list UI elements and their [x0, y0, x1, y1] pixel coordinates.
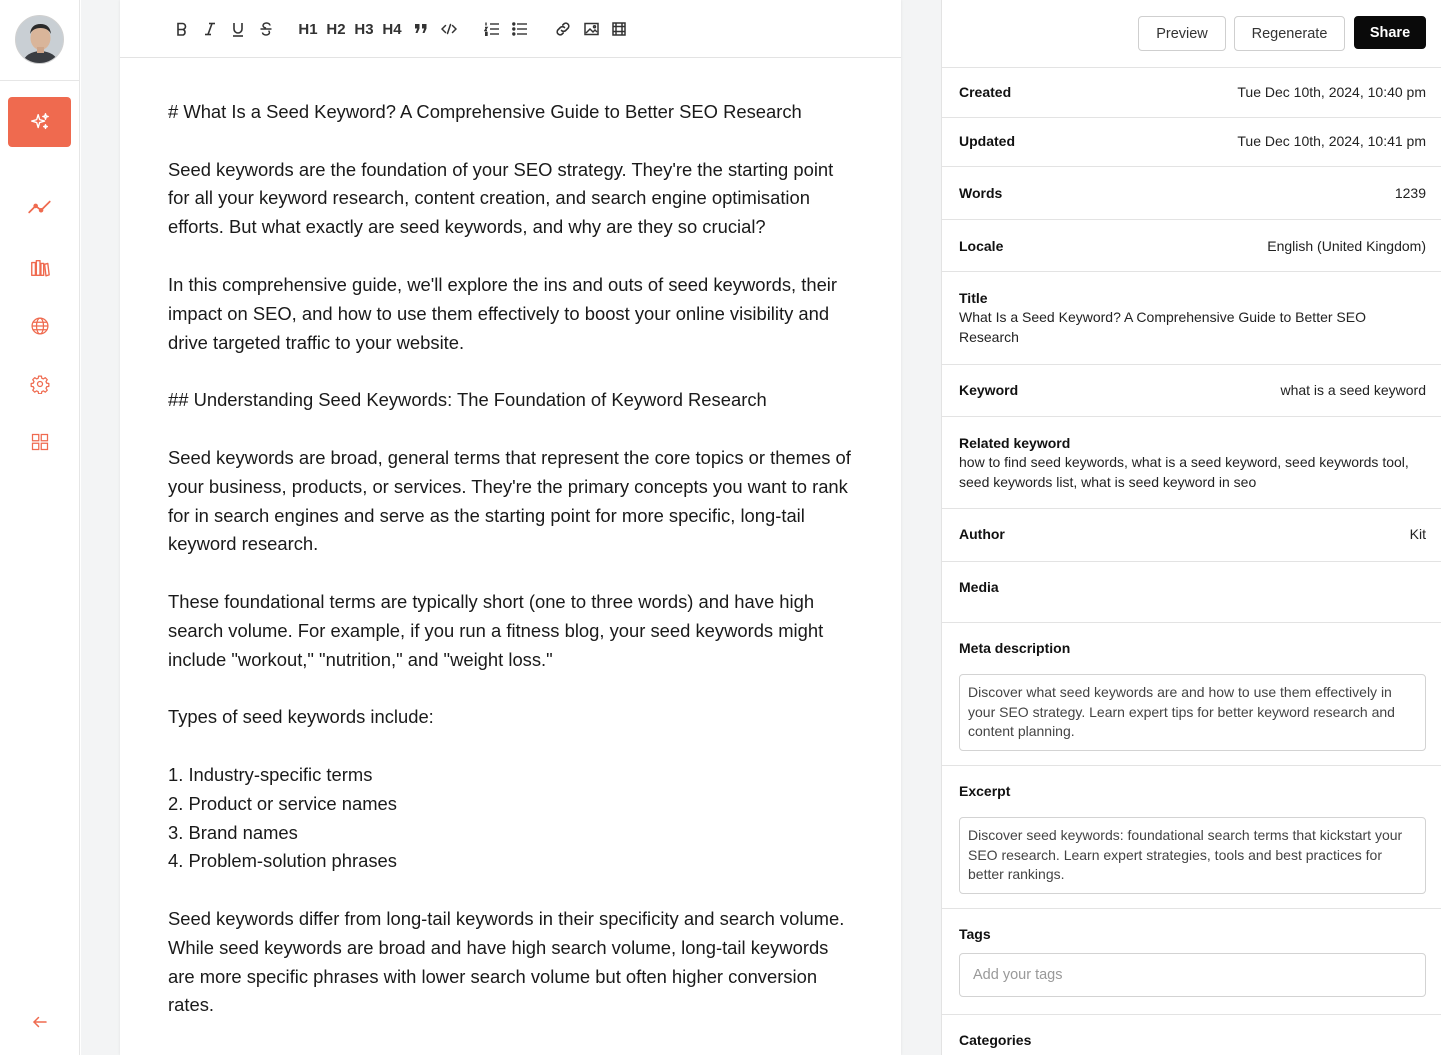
underline-icon	[231, 22, 245, 37]
created-label: Created	[959, 84, 1012, 100]
created-value: Tue Dec 10th, 2024, 10:40 pm	[1237, 84, 1426, 100]
updated-label: Updated	[959, 133, 1015, 149]
preview-button[interactable]: Preview	[1138, 16, 1226, 51]
content-paragraph: In this comprehensive guide, we'll explore the ins and outs of seed keywords, their impact on SEO, and how to use them effectively to boost your online visibility and drive targeted traffic to your website.	[168, 273, 838, 353]
words-label: Words	[959, 185, 1003, 201]
excerpt-label: Excerpt	[959, 783, 1011, 799]
editor	[120, 0, 901, 1055]
action-bar	[942, 0, 1441, 68]
grid-icon	[30, 432, 50, 452]
list-item: 1. Industry-specific terms	[168, 763, 373, 785]
media-label: Media	[959, 579, 999, 595]
content-heading-2: ## Understanding Seed Keywords: The Foundation of Keyword Research	[168, 389, 767, 411]
sidebar	[0, 0, 80, 1055]
related-keyword-label: Related keyword	[959, 435, 1071, 451]
tags-placeholder: Add your tags	[973, 967, 1063, 983]
title-value: What Is a Seed Keyword? A Comprehensive Guide to Better SEO Research	[959, 309, 1366, 345]
sidebar-item-apps[interactable]	[24, 426, 56, 458]
categories-label: Categories	[959, 1032, 1032, 1048]
created-row	[942, 68, 1441, 118]
keyword-label: Keyword	[959, 382, 1019, 398]
strikethrough-icon	[259, 22, 273, 36]
tags-input[interactable]	[959, 953, 1426, 997]
content-paragraph: These foundational terms are typically short (one to three words) and have high search volume. For example, if you run a fitness blog, your seed keywords might include "workout," "nutrition," and "weight loss."	[168, 591, 824, 670]
collapse-sidebar-button[interactable]	[24, 1006, 56, 1038]
heading-3-label: H3	[354, 20, 374, 38]
image-icon	[584, 22, 599, 36]
locale-row	[942, 220, 1441, 272]
heading-1-button[interactable]	[297, 18, 319, 40]
quote-button[interactable]	[410, 18, 432, 40]
meta-description-field[interactable]: Discover what seed keywords are and how to use them effectively in your SEO strategy. Learn expert tips for better keyword research and content planning.	[959, 674, 1426, 751]
avatar[interactable]	[15, 15, 64, 64]
content-paragraph: Seed keywords are the foundation of your SEO strategy. They're the starting point for all your keyword research, content creation, and search engine optimisation efforts. But what exactly are seed keywords, and why are they so crucial?	[168, 158, 834, 238]
author-value: Kit	[1409, 526, 1426, 542]
globe-icon	[30, 316, 50, 336]
heading-2-button[interactable]	[325, 18, 347, 40]
locale-value: English (United Kingdom)	[1267, 238, 1426, 254]
updated-value: Tue Dec 10th, 2024, 10:41 pm	[1237, 133, 1426, 149]
meta-description-label: Meta description	[959, 640, 1071, 656]
sparkles-icon	[29, 111, 51, 133]
regenerate-button[interactable]: Regenerate	[1234, 16, 1345, 51]
words-value: 1239	[1394, 185, 1426, 201]
strikethrough-button[interactable]	[255, 18, 277, 40]
code-icon	[441, 23, 457, 35]
bullet-list-icon	[512, 22, 528, 36]
list-item: 3. Brand names	[168, 821, 298, 843]
library-icon	[29, 257, 51, 279]
list-item: 2. Product or service names	[168, 792, 397, 814]
sidebar-item-analytics[interactable]	[24, 191, 56, 223]
video-button[interactable]	[608, 18, 630, 40]
sidebar-divider	[0, 80, 80, 81]
related-keyword-value: how to find seed keywords, what is a seed keyword, seed keywords tool, seed keywords list, what is seed keyword in seo	[959, 454, 1409, 490]
arrow-left-icon	[31, 1013, 49, 1031]
meta-description-row	[942, 623, 1441, 766]
share-button[interactable]: Share	[1354, 16, 1426, 49]
excerpt-field[interactable]: Discover seed keywords: foundational search terms that kickstart your SEO research. Learn expert strategies, tools and best practices for better rankings.	[959, 817, 1426, 894]
excerpt-row	[942, 766, 1441, 909]
code-button[interactable]	[438, 18, 460, 40]
content-paragraph: Seed keywords differ from long-tail keywords in their specificity and search volume. While seed keywords are broad and have high search volume, long-tail keywords are more specific phrases with lower search volume but often higher conversion rates.	[168, 908, 845, 1016]
image-button[interactable]	[580, 18, 602, 40]
bold-button[interactable]	[171, 18, 193, 40]
bullet-list-button[interactable]	[509, 18, 531, 40]
title-label: Title	[959, 290, 988, 306]
sidebar-item-settings[interactable]	[24, 368, 56, 400]
author-label: Author	[959, 526, 1005, 542]
link-icon	[555, 21, 571, 37]
link-button[interactable]	[552, 18, 574, 40]
list-item: 4. Problem-solution phrases	[168, 850, 397, 872]
keyword-value: what is a seed keyword	[1280, 382, 1426, 398]
video-icon	[612, 22, 626, 36]
bold-icon	[175, 22, 189, 36]
heading-2-label: H2	[326, 20, 346, 38]
gear-icon	[30, 374, 50, 394]
heading-3-button[interactable]	[353, 18, 375, 40]
sidebar-item-library[interactable]	[24, 252, 56, 284]
ordered-list-button[interactable]	[481, 18, 503, 40]
related-keyword-row	[942, 417, 1441, 509]
categories-row	[942, 1015, 1441, 1055]
words-row	[942, 167, 1441, 220]
editor-toolbar	[120, 0, 901, 58]
underline-button[interactable]	[227, 18, 249, 40]
locale-label: Locale	[959, 238, 1004, 254]
heading-4-button[interactable]	[381, 18, 403, 40]
heading-1-label: H1	[298, 20, 318, 38]
content-paragraph: Types of seed keywords include:	[168, 706, 434, 728]
editor-content[interactable]	[168, 98, 858, 1049]
italic-icon	[203, 22, 217, 36]
content-paragraph: Seed keywords are broad, general terms that represent the core topics or themes of your business, products, or services. They're the primary concepts you want to rank for in search engines and serve as the starting point for more specific, long-tail keyword research.	[168, 446, 851, 555]
keyword-row	[942, 365, 1441, 417]
italic-button[interactable]	[199, 18, 221, 40]
tags-row	[942, 909, 1441, 1015]
ordered-list-icon	[484, 22, 500, 36]
sidebar-item-generate[interactable]	[8, 97, 71, 147]
media-row	[942, 562, 1441, 623]
details-panel	[941, 0, 1441, 1055]
updated-row	[942, 118, 1441, 167]
quote-icon	[414, 23, 428, 35]
sidebar-item-sites[interactable]	[24, 310, 56, 342]
title-row	[942, 272, 1441, 365]
author-row	[942, 509, 1441, 562]
content-heading-1: # What Is a Seed Keyword? A Comprehensive Guide to Better SEO Research	[168, 101, 802, 122]
heading-4-label: H4	[382, 20, 402, 38]
trend-line-icon	[27, 194, 53, 220]
tags-label: Tags	[959, 926, 991, 942]
